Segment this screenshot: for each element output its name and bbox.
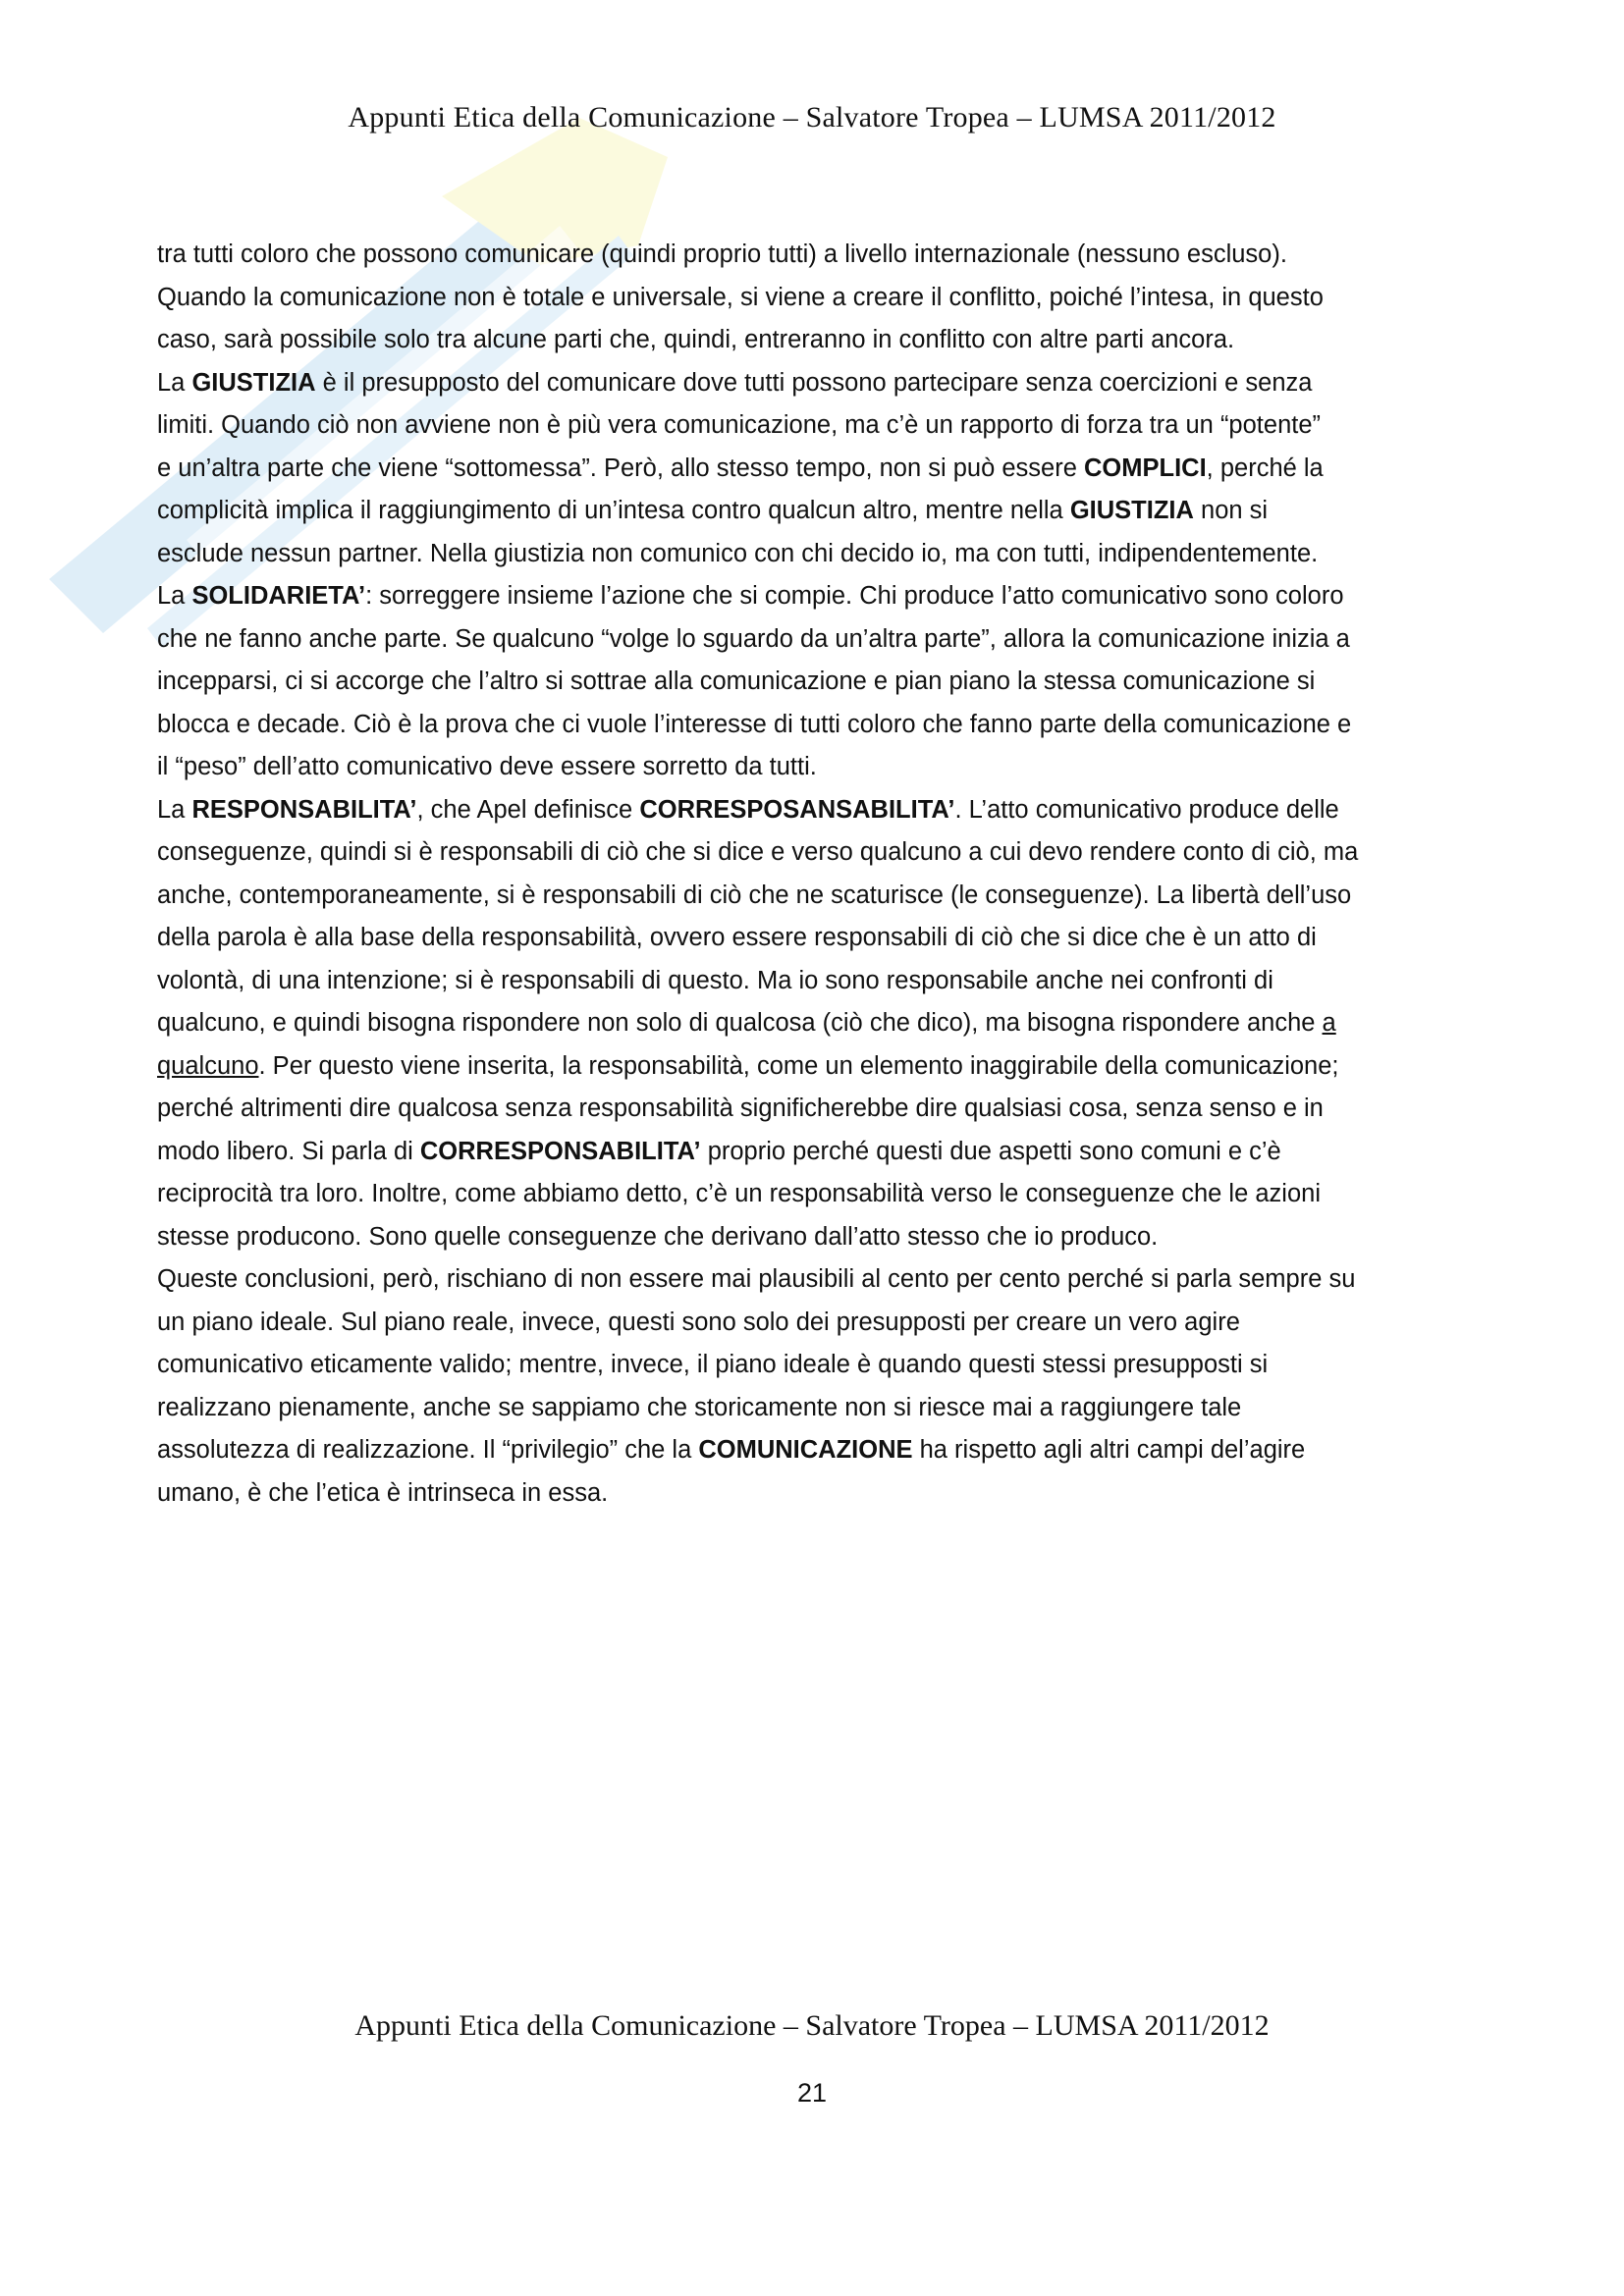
term-corresponsabilita: CORRESPONSABILITA’	[419, 1137, 701, 1165]
page-footer: Appunti Etica della Comunicazione – Salvatore Tropea – LUMSA 2011/2012	[354, 2009, 1270, 2042]
term-giustizia: GIUSTIZIA	[191, 368, 316, 397]
underlined-text: qualcuno	[157, 1051, 259, 1080]
text-line: della parola è alla base della responsabilità, ovvero essere responsabili di ciò che si dice che è un atto di	[157, 924, 1317, 951]
page-header: Appunti Etica della Comunicazione – Salvatore Tropea – LUMSA 2011/2012	[348, 101, 1276, 133]
text-line: che ne fanno anche parte. Se qualcuno “volge lo sguardo da un’altra parte”, allora la comunicazione inizia a	[157, 624, 1350, 653]
text-line: tra tutti coloro che possono comunicare (quindi proprio tutti) a livello internazionale (nessuno escluso).	[157, 240, 1287, 268]
text-line: incepparsi, ci si accorge che l’altro si sottrae alla comunicazione e pian piano la stessa comunicazione si	[157, 667, 1316, 695]
text-line: Queste conclusioni, però, rischiano di non essere mai plausibili al cento per cento perché si parla sempre su	[157, 1265, 1356, 1293]
text-line: Quando la comunicazione non è totale e universale, si viene a creare il conflitto, poiché l’intesa, in questo	[157, 283, 1324, 311]
text-line: limiti. Quando ciò non avviene non è più vera comunicazione, ma c’è un rapporto di forza tra un “potente”	[157, 411, 1322, 439]
page-number: 21	[796, 2078, 828, 2108]
text-line: La RESPONSABILITA’, che Apel definisce CORRESPOSANSABILITA’. L’atto comunicativo produce delle	[157, 795, 1339, 824]
text-line: comunicativo eticamente valido; mentre, invece, il piano ideale è quando questi stessi presupposti si	[157, 1351, 1269, 1378]
text-line: il “peso” dell’atto comunicativo deve essere sorretto da tutti.	[157, 753, 817, 780]
text-line: conseguenze, quindi si è responsabili di ciò che si dice e verso qualcuno a cui devo rendere conto di ciò, ma	[157, 838, 1359, 866]
term-complici: COMPLICI	[1084, 454, 1207, 482]
text-line: stesse producono. Sono quelle conseguenze che derivano dall’atto stesso che io produco.	[157, 1222, 1159, 1251]
text-line: reciprocità tra loro. Inoltre, come abbiamo detto, c’è un responsabilità verso le conseguenze che le azioni	[157, 1180, 1321, 1207]
term-corresposansabilita: CORRESPOSANSABILITA’	[639, 795, 955, 824]
text-line: e un’altra parte che viene “sottomessa”. Però, allo stesso tempo, non si può essere COMPLICI, perché la	[157, 454, 1324, 482]
text-line: volontà, di una intenzione; si è responsabili di questo. Ma io sono responsabile anche nei confronti di	[157, 966, 1273, 994]
text-line: realizzano pienamente, anche se sappiamo che storicamente non si riesce mai a raggiungere tale	[157, 1393, 1242, 1421]
text-line: assolutezza di realizzazione. Il “privilegio” che la COMUNICAZIONE ha rispetto agli altri campi del’agire	[157, 1436, 1306, 1464]
text-line: qualcuno, e quindi bisogna rispondere non solo di qualcosa (ciò che dico), ma bisogna rispondere anche a	[157, 1009, 1336, 1037]
text-line: La SOLIDARIETA’: sorreggere insieme l’azione che si compie. Chi produce l’atto comunicativo sono coloro	[157, 582, 1344, 610]
term-solidarieta: SOLIDARIETA’	[191, 582, 366, 610]
text-line: modo libero. Si parla di CORRESPONSABILITA’ proprio perché questi due aspetti sono comuni e c’è	[157, 1137, 1281, 1165]
text-line: La GIUSTIZIA è il presupposto del comunicare dove tutti possono partecipare senza coercizioni e senza	[157, 368, 1313, 397]
text-line: un piano ideale. Sul piano reale, invece, questi sono solo dei presupposti per creare un vero agire	[157, 1308, 1240, 1336]
text-line: caso, sarà possibile solo tra alcune parti che, quindi, entreranno in conflitto con altre parti ancora.	[157, 326, 1235, 353]
text-line: umano, è che l’etica è intrinseca in essa.	[157, 1478, 609, 1507]
text-line: qualcuno. Per questo viene inserita, la responsabilità, come un elemento inaggirabile della comunicazione;	[157, 1051, 1339, 1080]
text-line: esclude nessun partner. Nella giustizia non comunico con chi decido io, ma con tutti, indipendentemente.	[157, 539, 1319, 567]
text-line: anche, contemporaneamente, si è responsabili di ciò che ne scaturisce (le conseguenze). La libertà dell’uso	[157, 881, 1352, 909]
underlined-text: a	[1322, 1009, 1336, 1037]
term-comunicazione: COMUNICAZIONE	[698, 1436, 913, 1464]
term-giustizia: GIUSTIZIA	[1069, 497, 1194, 524]
text-line: blocca e decade. Ciò è la prova che ci vuole l’interesse di tutti coloro che fanno parte della comunicazione e	[157, 710, 1352, 738]
text-line: perché altrimenti dire qualcosa senza responsabilità significherebbe dire qualsiasi cosa, senza senso e in	[157, 1095, 1324, 1122]
term-responsabilita: RESPONSABILITA’	[191, 795, 417, 824]
body-text	[157, 234, 1492, 1515]
text-line: complicità implica il raggiungimento di un’intesa contro qualcun altro, mentre nella GIUSTIZIA non si	[157, 497, 1269, 524]
